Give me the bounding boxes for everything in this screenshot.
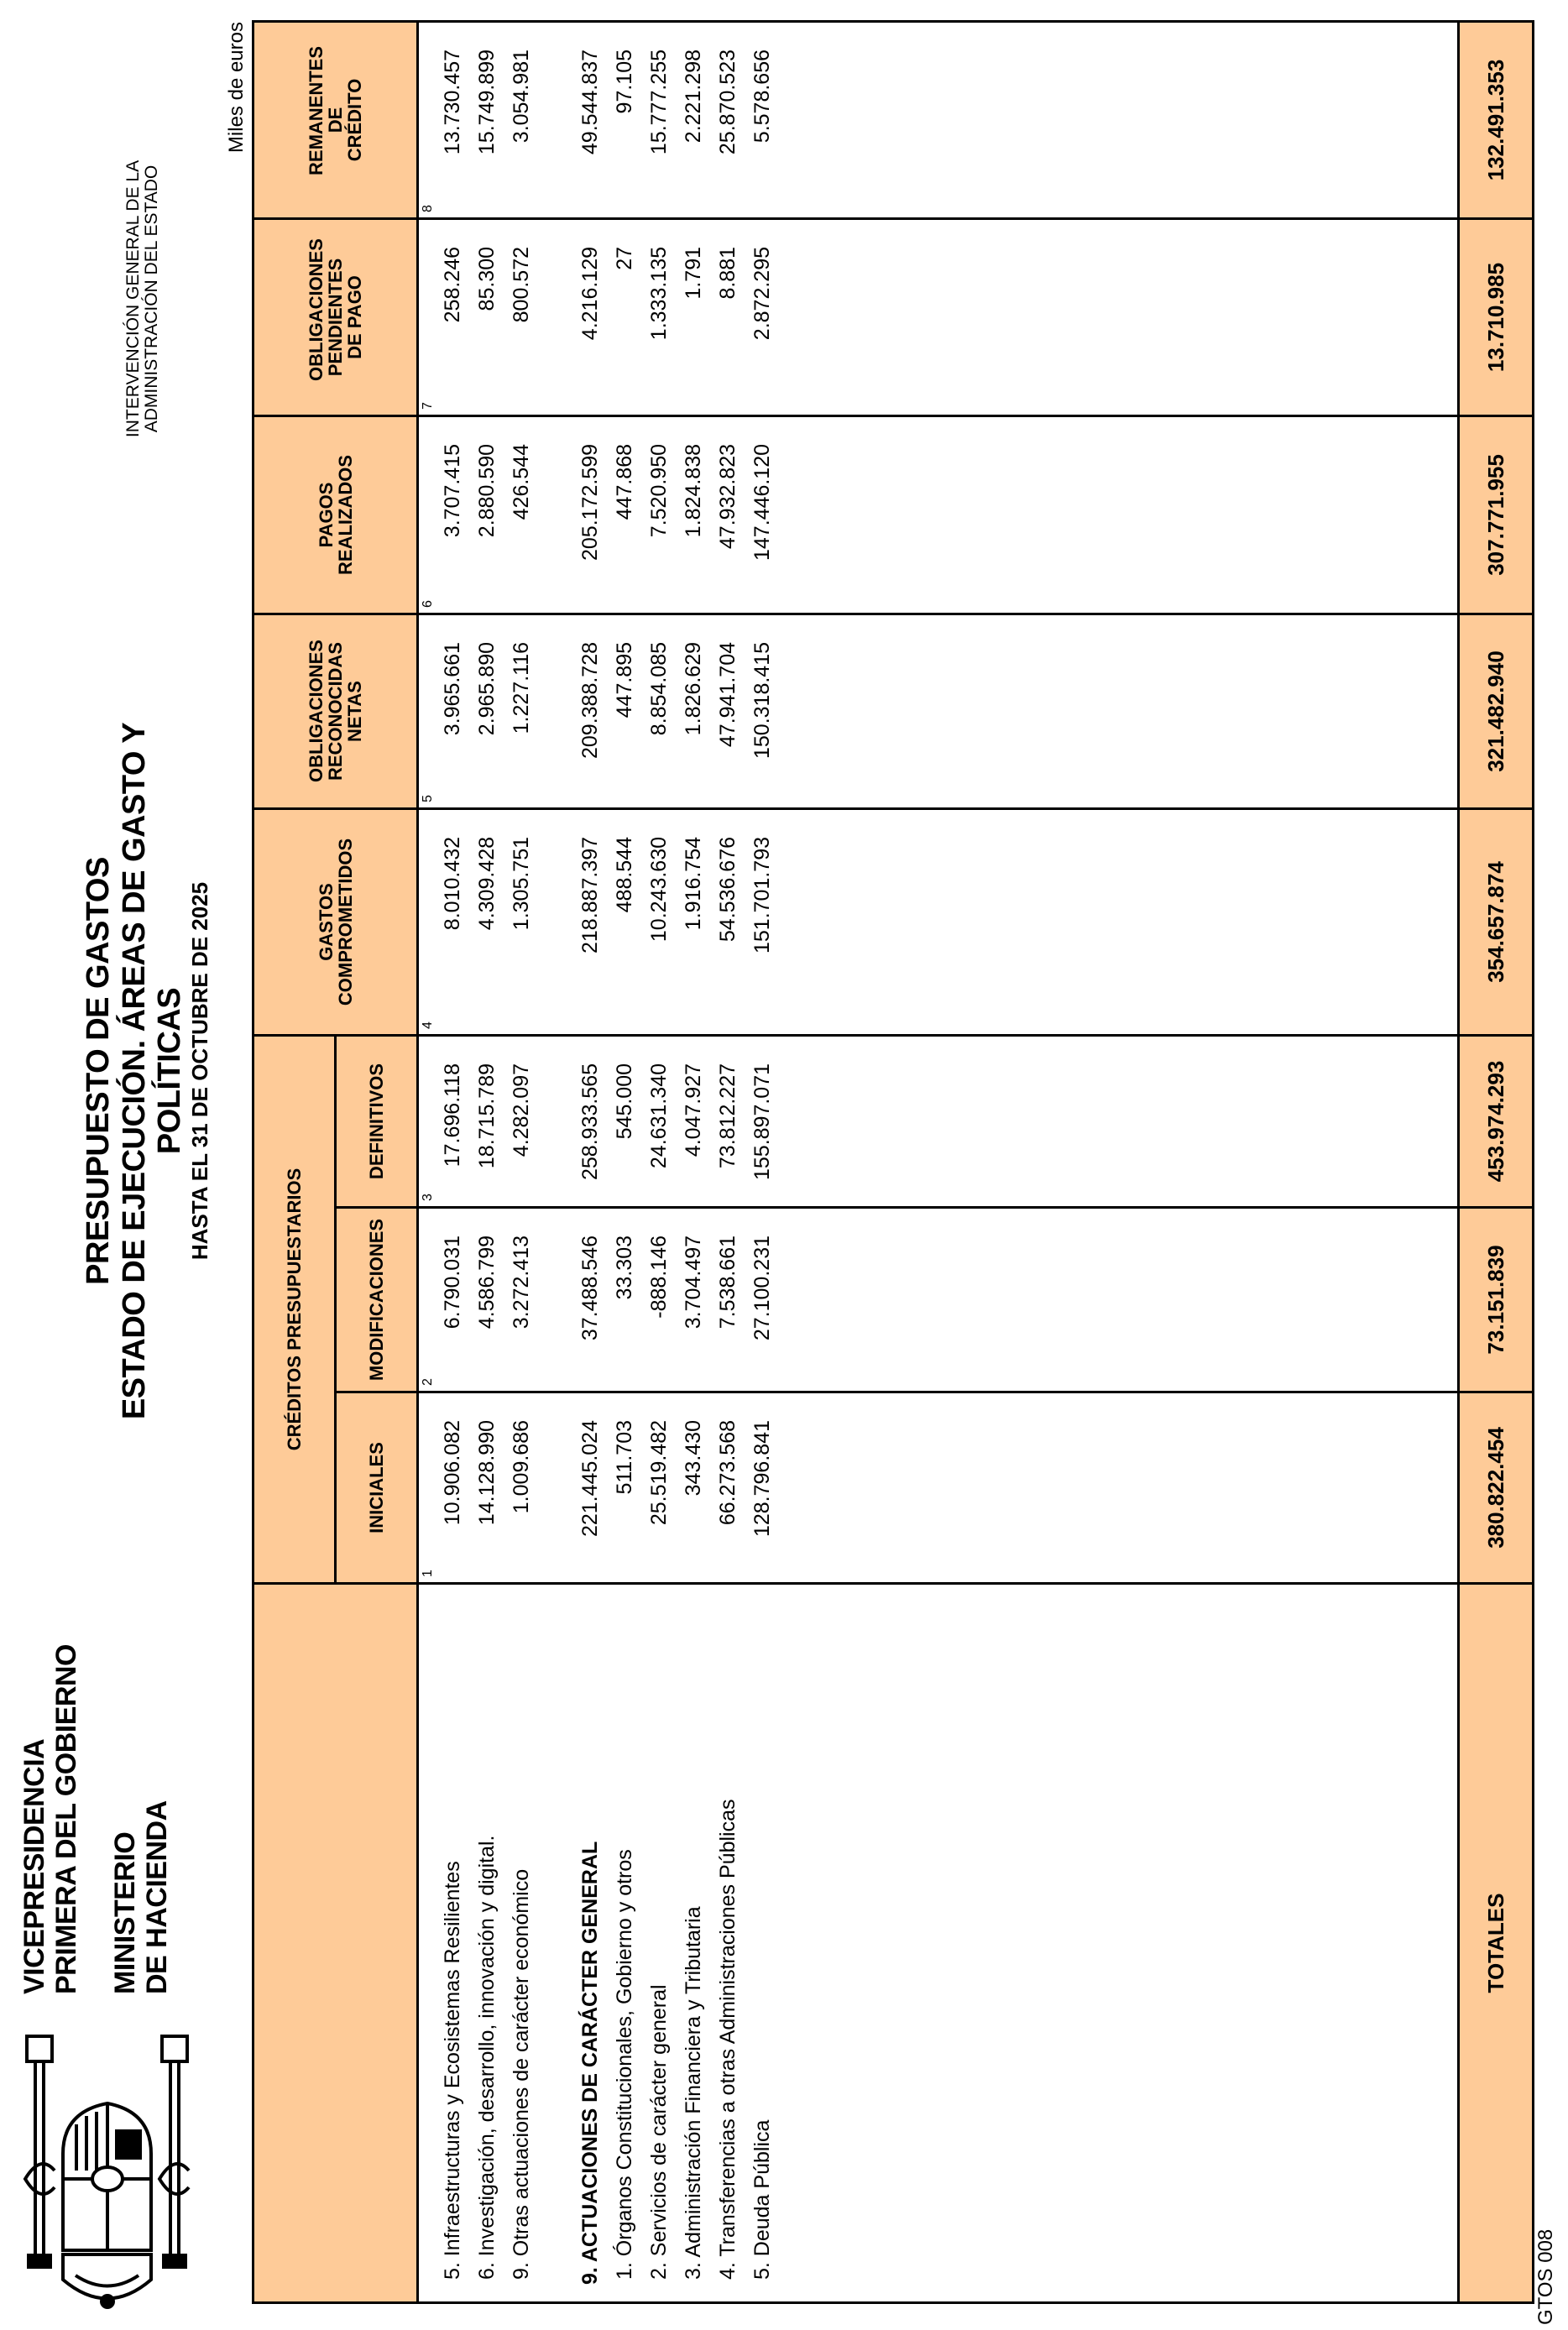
column-remanentes [418,21,1459,218]
column-gastos-comprometidos [418,808,1459,1035]
column-obligaciones-reconocidas [418,614,1459,808]
org-line-1: VICEPRESIDENCIA [18,1738,50,1994]
column-header-obligaciones-reconocidas: OBLIGACIONES RECONOCIDAS NETAS [253,614,418,808]
column-iniciales [418,1392,1459,1584]
cell: 27.100.231 [750,1236,774,1341]
row-label: 4. Transferencias a otras Administraciones Públicas [716,1799,740,2280]
cell: 151.701.793 [750,836,774,954]
cell: 85.300 [475,246,499,311]
cell: 49.544.837 [578,49,602,155]
cell: 8.010.432 [441,836,464,931]
cell: 97.105 [613,49,636,114]
column-number: 3 [421,1194,435,1201]
cell: 15.777.255 [647,49,671,155]
ministry-line-2: DE HACIENDA [141,1800,173,1994]
cell: 10.243.630 [647,836,671,943]
cell: 2.965.890 [475,641,499,736]
cell: 3.054.981 [510,49,533,144]
cell: 147.446.120 [750,443,774,562]
column-header-definitivos: DEFINITIVOS [336,1035,418,1207]
cell: 4.309.428 [475,836,499,931]
cell: 54.536.676 [716,836,740,943]
cell: 4.216.129 [578,246,602,341]
column-definitivos [418,1035,1459,1207]
column-pagos-realizados [418,415,1459,614]
cell: 488.544 [613,836,636,913]
cell: 209.388.728 [578,641,602,760]
column-number: 8 [421,205,435,212]
cell: 1.916.754 [682,836,705,931]
cell: 258.933.565 [578,1063,602,1181]
totals-row [1459,21,1534,2302]
cell: 18.715.789 [475,1063,499,1169]
cell: 128.796.841 [750,1420,774,1538]
cell: 258.246 [441,246,464,323]
cell: 25.870.523 [716,49,740,155]
cell: 4.047.927 [682,1063,705,1157]
cell: 47.941.704 [716,641,740,748]
cell: 221.445.024 [578,1420,602,1538]
cell: 3.272.413 [510,1236,533,1330]
cell: 4.282.097 [510,1063,533,1157]
cell: 1.824.838 [682,443,705,538]
cell: 205.172.599 [578,443,602,562]
column-number: 2 [421,1378,435,1386]
total-modificaciones: 73.151.839 [1459,1208,1534,1392]
column-number: 1 [421,1570,435,1577]
report-date: HASTA EL 31 DE OCTUBRE DE 2025 [187,881,212,1261]
cell: 14.128.990 [475,1420,499,1526]
report-title: PRESUPUESTO DE GASTOS [81,857,116,1285]
cell: 447.868 [613,443,636,520]
total-pagos-realizados: 307.771.955 [1459,415,1534,614]
cell: 7.538.661 [716,1236,740,1330]
cell: 4.586.799 [475,1236,499,1330]
cell: 24.631.340 [647,1063,671,1169]
cell: 1.826.629 [682,641,705,736]
cell: 2.880.590 [475,443,499,538]
cell: 511.703 [613,1420,636,1495]
cell: 25.519.482 [647,1420,671,1526]
group-row-label: 9. ACTUACIONES DE CARÁCTER GENERAL [578,1841,602,2285]
cell: 447.895 [613,641,636,718]
column-number: 4 [421,1021,435,1029]
cell: -888.146 [647,1236,671,1319]
row-label-header [253,1584,418,2303]
cell: 1.791 [682,246,705,300]
cell: 73.812.227 [716,1063,740,1169]
column-number: 5 [421,795,435,802]
cell: 2.872.295 [750,246,774,341]
agency-line-1: INTERVENCIÓN GENERAL DE LA [123,159,143,438]
row-label: 9. Otras actuaciones de carácter económico [510,1868,533,2280]
cell: 37.488.546 [578,1236,602,1341]
total-remanentes: 132.491.353 [1459,21,1534,218]
cell: 33.303 [613,1236,636,1300]
column-modificaciones [418,1208,1459,1392]
cell: 150.318.415 [750,641,774,760]
row-label: 2. Servicios de carácter general [647,1984,671,2280]
column-header-pagos-realizados: PAGOS REALIZADOS [253,415,418,614]
ministry-line-1: MINISTERIO [109,1831,141,1994]
form-code: GTOS 008 [1534,2228,1557,2325]
cell: 343.430 [682,1420,705,1497]
agency-name [124,114,161,483]
row-label: 6. Investigación, desarrollo, innovación y digital. [475,1835,499,2280]
row-labels-column [418,1584,1459,2303]
cell: 800.572 [510,246,533,323]
cell: 27 [613,246,636,270]
column-obligaciones-pendientes [418,218,1459,415]
row-label: 3. Administración Financiera y Tributaria [682,1906,705,2280]
column-number: 7 [421,402,435,410]
cell: 13.730.457 [441,49,464,155]
cell: 17.696.118 [441,1063,464,1168]
cell: 8.854.085 [647,641,671,736]
org-name [18,1644,82,1994]
spacer [539,1595,573,2291]
cell: 3.965.661 [441,641,464,736]
cell: 3.704.497 [682,1236,705,1330]
cell: 10.906.082 [441,1420,464,1526]
column-number: 6 [421,600,435,608]
cell: 66.273.568 [716,1420,740,1526]
cell: 15.749.899 [475,49,499,155]
cell: 155.897.071 [750,1063,774,1181]
cell: 1.333.135 [647,246,671,341]
totals-label: TOTALES [1459,1584,1534,2303]
coat-of-arms-icon [17,2011,197,2313]
units-label: Miles de euros [225,22,248,154]
cell: 3.707.415 [441,443,464,538]
column-header-remanentes: REMANENTES DE CRÉDITO [253,21,418,218]
org-line-2: PRIMERA DEL GOBIERNO [50,1644,82,1994]
cell: 6.790.031 [441,1236,464,1330]
ministry-name [109,1800,173,1994]
cell: 5.578.656 [750,49,774,144]
cell: 7.520.950 [647,443,671,538]
cell: 1.227.116 [510,641,533,734]
cell: 2.221.298 [682,49,705,144]
total-obligaciones-reconocidas: 321.482.940 [1459,614,1534,808]
row-label: 1. Órganos Constitucionales, Gobierno y otros [613,1849,636,2280]
report-title-block [80,651,212,1491]
group-header-creditos: CRÉDITOS PRESUPUESTARIOS [253,1035,336,1583]
total-obligaciones-pendientes: 13.710.985 [1459,218,1534,415]
cell: 1.009.686 [510,1420,533,1514]
cell: 8.881 [716,246,740,300]
total-definitivos: 453.974.293 [1459,1035,1534,1207]
row-label: 5. Deuda Pública [750,2119,774,2280]
agency-line-2: ADMINISTRACIÓN DEL ESTADO [142,165,161,433]
total-gastos-comprometidos: 354.657.874 [1459,808,1534,1035]
column-header-modificaciones: MODIFICACIONES [336,1208,418,1392]
total-iniciales: 380.822.454 [1459,1392,1534,1584]
row-label: 5. Infraestructuras y Ecosistemas Resilientes [441,1861,464,2280]
cell: 47.932.823 [716,443,740,550]
cell: 218.887.397 [578,836,602,954]
column-header-iniciales: INICIALES [336,1392,418,1584]
column-header-obligaciones-pendientes: OBLIGACIONES PENDIENTES DE PAGO [253,218,418,415]
cell: 426.544 [510,443,533,520]
report-subtitle: ESTADO DE EJECUCIÓN. ÁREAS DE GASTO Y POLÍTICAS [117,722,187,1420]
column-header-gastos-comprometidos: GASTOS COMPROMETIDOS [253,808,418,1035]
cell: 545.000 [613,1063,636,1140]
budget-execution-table [252,20,1534,2304]
cell: 1.305.751 [510,836,533,931]
